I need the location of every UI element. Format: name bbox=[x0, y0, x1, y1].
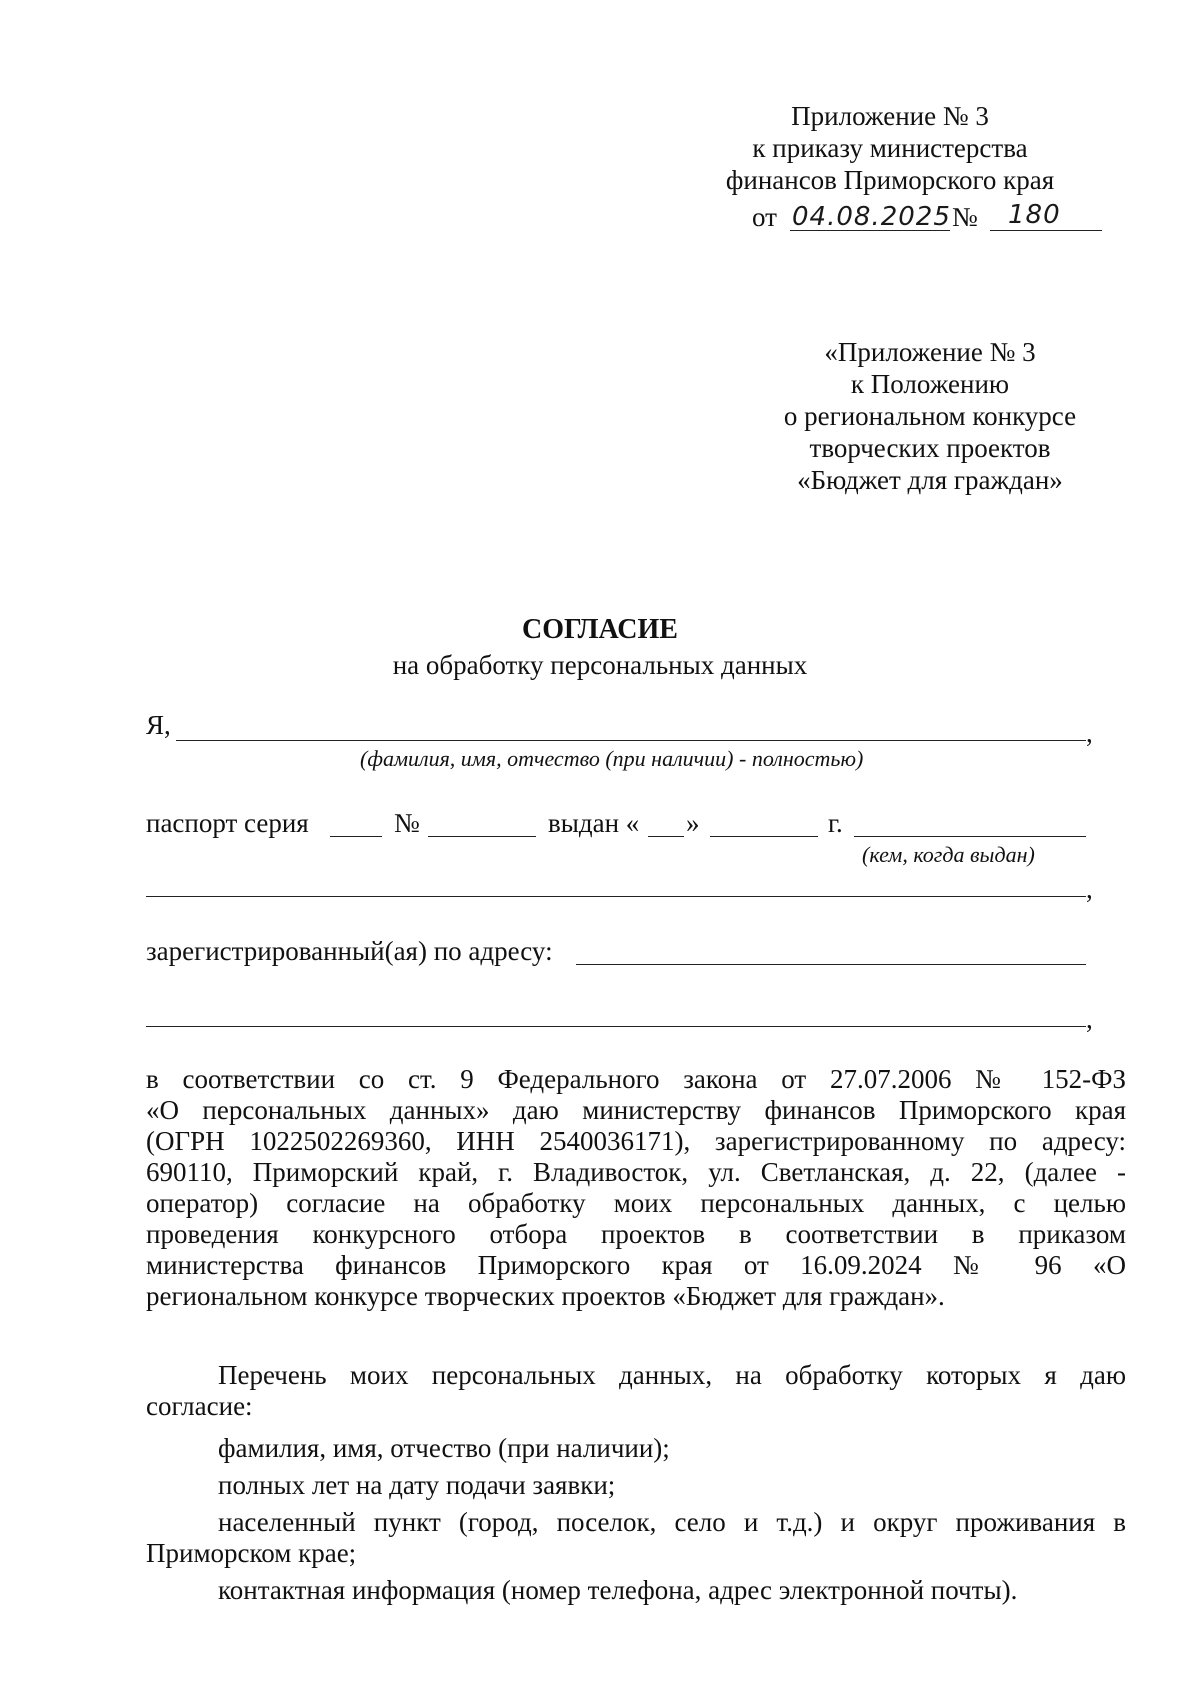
attachment-line-3: о региональном конкурсе bbox=[783, 401, 1077, 431]
passport-number-line[interactable] bbox=[428, 836, 536, 837]
address-line-2[interactable] bbox=[146, 1026, 1086, 1027]
attachment-line-2: к Положению bbox=[850, 369, 1010, 399]
header-line-3: финансов Приморского края bbox=[725, 165, 1055, 195]
consent-line: проведения конкурсного отбора проектов в соответствии в приказом bbox=[146, 1219, 1126, 1249]
date-underline bbox=[790, 230, 950, 231]
issued-by-line[interactable] bbox=[854, 836, 1086, 837]
passport-number-sign: № bbox=[394, 808, 420, 838]
consent-paragraph bbox=[146, 1064, 1126, 1312]
attachment-line-4: творческих проектов bbox=[809, 433, 1051, 463]
consent-line: (ОГРН 1022502269360, ИНН 2540036171), зарегистрированному по адресу: bbox=[146, 1126, 1126, 1156]
list-item-3-line-1: населенный пункт (город, поселок, село и т.д.) и округ проживания в bbox=[218, 1507, 1126, 1537]
issued-day-line[interactable] bbox=[648, 836, 684, 837]
document-subtitle: на обработку персональных данных bbox=[392, 650, 808, 680]
registered-label: зарегистрированный(ая) по адресу: bbox=[146, 936, 553, 966]
fullname-line[interactable] bbox=[176, 740, 1086, 741]
consent-line: 690110, Приморский край, г. Владивосток, ул. Светланская, д. 22, (далее - bbox=[146, 1157, 1126, 1187]
passport-series-label: паспорт серия bbox=[146, 808, 309, 838]
issued-by-line-2[interactable] bbox=[146, 896, 1086, 897]
issued-label: выдан « bbox=[548, 808, 640, 838]
consent-line: в соответствии со ст. 9 Федерального закона от 27.07.2006 № 152-ФЗ bbox=[146, 1064, 1126, 1094]
attachment-line-5: «Бюджет для граждан» bbox=[797, 465, 1063, 495]
list-intro-line: Перечень моих персональных данных, на обработку которых я даю bbox=[218, 1360, 1126, 1390]
number-handwritten: 180 bbox=[1008, 200, 1061, 230]
document-title: СОГЛАСИЕ bbox=[522, 614, 678, 645]
header-line-2: к приказу министерства bbox=[752, 133, 1028, 163]
attachment-line-1: «Приложение № 3 bbox=[824, 337, 1036, 367]
consent-line: оператор) согласие на обработку моих персональных данных, с целью bbox=[146, 1188, 1126, 1218]
issued-by-comma: , bbox=[1086, 874, 1093, 904]
list-intro-line: согласие: bbox=[146, 1391, 253, 1421]
date-prefix: от bbox=[752, 202, 777, 232]
address-line[interactable] bbox=[576, 964, 1086, 965]
number-underline bbox=[990, 230, 1102, 231]
year-suffix: г. bbox=[828, 808, 843, 838]
address-comma: , bbox=[1086, 1004, 1093, 1034]
issued-hint: (кем, когда выдан) bbox=[862, 842, 1035, 867]
issued-month-line[interactable] bbox=[710, 836, 818, 837]
list-item-3-line-2: Приморском крае; bbox=[146, 1538, 357, 1568]
attachment-block bbox=[760, 336, 1100, 496]
issued-quote-close: » bbox=[686, 808, 700, 838]
header-block bbox=[700, 100, 1080, 196]
consent-line: «О персональных данных» даю министерству финансов Приморского края bbox=[146, 1095, 1126, 1125]
fullname-hint: (фамилия, имя, отчество (при наличии) - полностью) bbox=[360, 746, 864, 771]
date-handwritten: 04.08.2025 bbox=[792, 202, 951, 232]
list-item-4: контактная информация (номер телефона, адрес электронной почты). bbox=[218, 1575, 1018, 1605]
fullname-comma: , bbox=[1086, 718, 1093, 748]
list-intro bbox=[146, 1360, 1126, 1422]
header-date-row bbox=[752, 198, 1112, 234]
list-item-1: фамилия, имя, отчество (при наличии); bbox=[218, 1433, 670, 1463]
list-items bbox=[146, 1433, 1126, 1606]
list-item-2: полных лет на дату подачи заявки; bbox=[218, 1470, 616, 1500]
passport-series-line[interactable] bbox=[330, 836, 382, 837]
header-line-1: Приложение № 3 bbox=[791, 101, 989, 131]
consent-line: региональном конкурсе творческих проектов «Бюджет для граждан». bbox=[146, 1281, 945, 1311]
consent-line: министерства финансов Приморского края от 16.09.2024 № 96 «О bbox=[146, 1250, 1126, 1280]
number-sign: № bbox=[952, 202, 978, 232]
i-label: Я, bbox=[146, 710, 171, 740]
